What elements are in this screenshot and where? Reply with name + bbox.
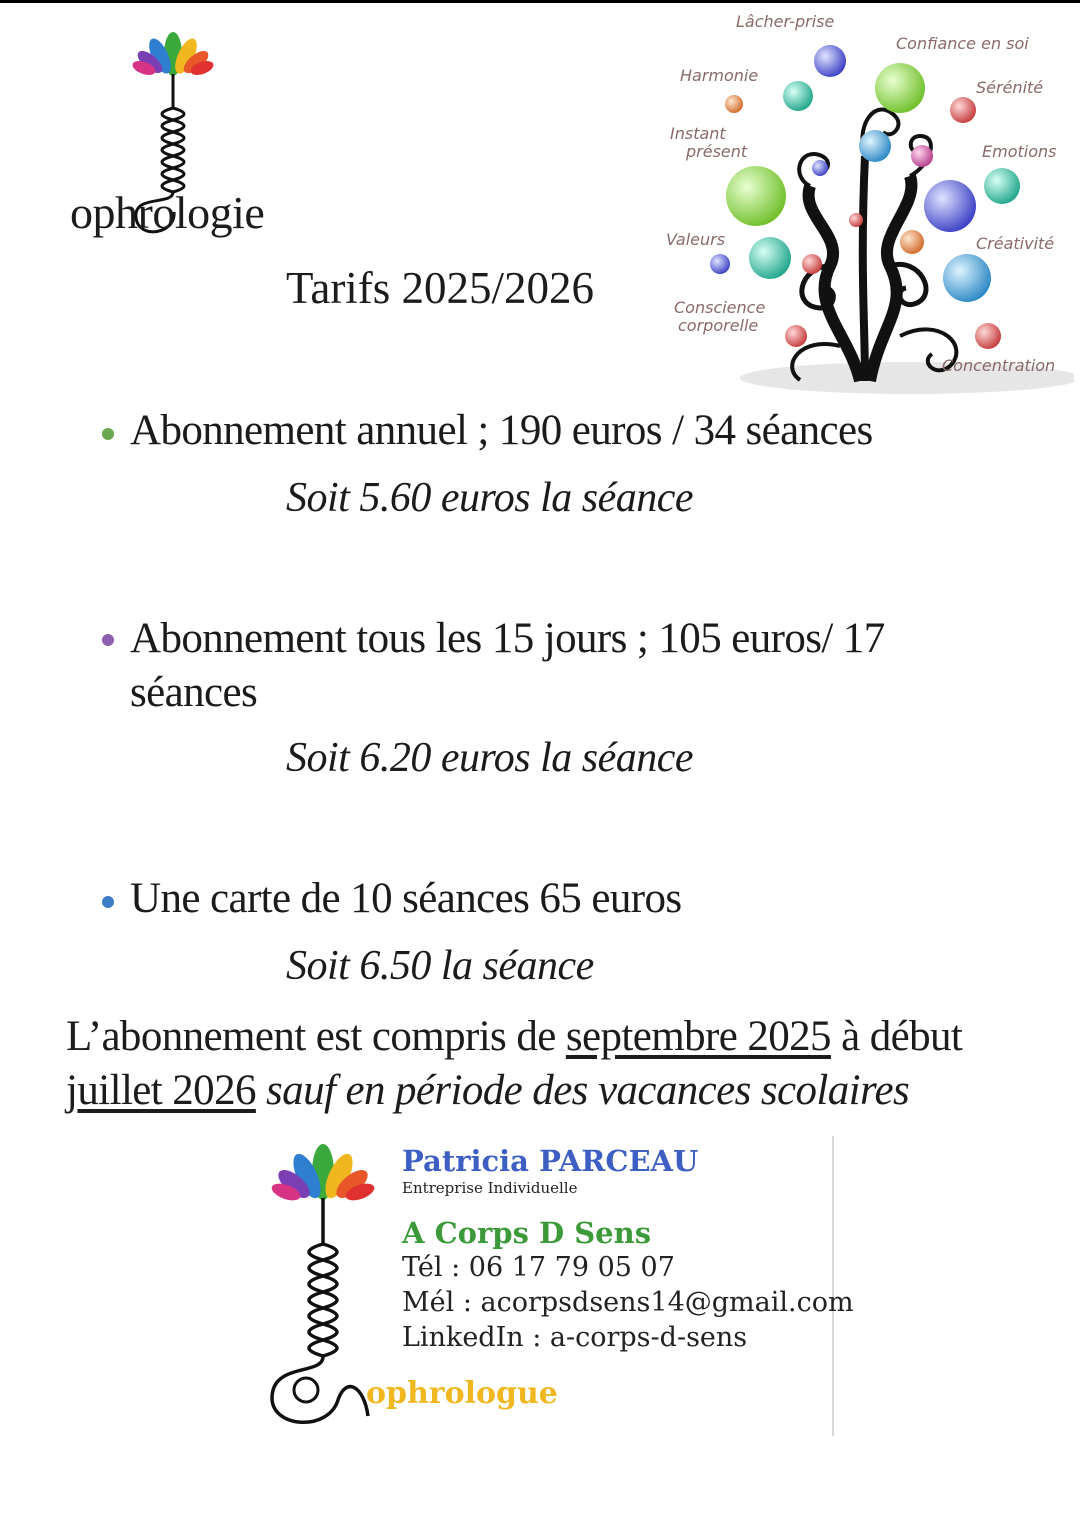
- bullet-icon: [102, 634, 114, 646]
- tree-label: Conscience: [674, 298, 766, 317]
- price-item-annual-per-session: Soit 5.60 euros la séance: [286, 475, 694, 521]
- tree-label: présent: [686, 142, 748, 161]
- top-border-line: [0, 0, 1080, 3]
- tree-illustration: [660, 6, 1074, 394]
- price-item-card-per-session: Soit 6.50 la séance: [286, 943, 594, 989]
- card-divider: [832, 1136, 834, 1436]
- price-item-annual: Abonnement annuel ; 190 euros / 34 séances: [130, 407, 873, 454]
- card-company: A Corps D Sens: [402, 1216, 652, 1250]
- card-role: ophrologue: [366, 1376, 558, 1411]
- tree-label: Valeurs: [666, 230, 726, 249]
- logo-wordmark: ophrologie: [70, 187, 265, 238]
- tree-label: Harmonie: [680, 66, 759, 85]
- price-item-biweekly-per-session: Soit 6.20 euros la séance: [286, 735, 694, 781]
- card-phone: Tél : 06 17 79 05 07: [402, 1252, 675, 1283]
- price-item-biweekly: Abonnement tous les 15 jours ; 105 euros/ 17: [130, 615, 885, 662]
- period-start: septembre 2025: [565, 1013, 831, 1060]
- tree-label: Sérénité: [976, 78, 1044, 97]
- card-legal-form: Entreprise Individuelle: [402, 1179, 578, 1197]
- tree-label: Confiance en soi: [896, 34, 1029, 53]
- tree-label: Créativité: [976, 234, 1055, 253]
- period-end: juillet 2026: [66, 1067, 256, 1114]
- tree-label: Instant: [670, 124, 726, 143]
- holiday-exception: sauf en période des vacances scolaires: [266, 1067, 910, 1114]
- page-title: Tarifs 2025/2026: [286, 263, 595, 313]
- card-linkedin: LinkedIn : a-corps-d-sens: [402, 1322, 748, 1353]
- card-name: Patricia PARCEAU: [402, 1144, 699, 1178]
- card-lotus-logo-icon: [268, 1136, 378, 1436]
- card-email: Mél : acorpsdsens14@gmail.com: [402, 1287, 854, 1318]
- bullet-icon: [102, 428, 114, 440]
- price-item-card: Une carte de 10 séances 65 euros: [130, 875, 682, 922]
- tree-label: corporelle: [678, 316, 759, 335]
- tree-label: Lâcher-prise: [736, 12, 835, 31]
- tree-label: Concentration: [942, 356, 1056, 375]
- price-item-biweekly-cont: séances: [130, 669, 258, 716]
- tree-icon: [660, 6, 1074, 394]
- subscription-note: L’abonnement est compris de septembre 2025 à début juillet 2026 sauf en période des vacances scolaires: [66, 1013, 963, 1114]
- tree-label: Emotions: [982, 142, 1057, 161]
- bullet-icon: [102, 896, 114, 908]
